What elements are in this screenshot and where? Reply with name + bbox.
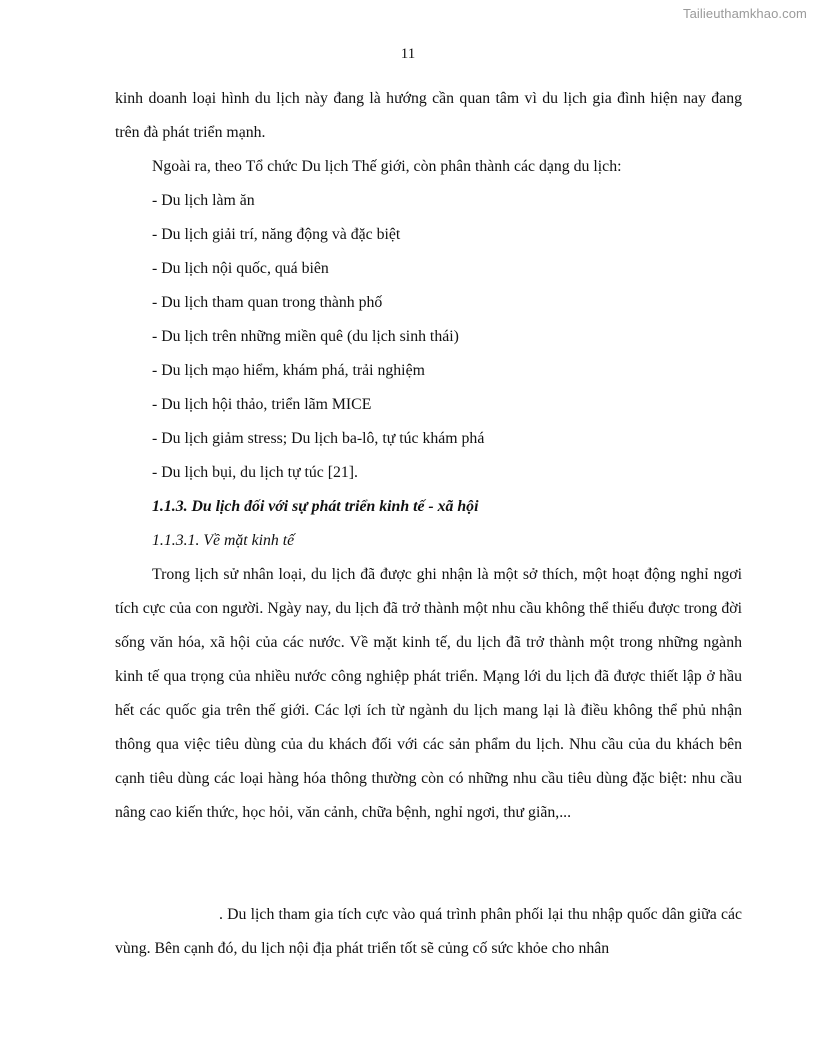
list-item: - Du lịch tham quan trong thành phố [152, 294, 383, 311]
list-item: - Du lịch giải trí, năng động và đặc biệt [152, 226, 401, 243]
list-item: - Du lịch hội thảo, triển lãm MICE [152, 396, 372, 413]
tourism-types-list [115, 184, 742, 490]
watermark: Tailieuthamkhao.com [682, 6, 807, 21]
list-item: - Du lịch mạo hiểm, khám phá, trải nghiệm [152, 362, 425, 379]
list-item: - Du lịch nội quốc, quá biên [152, 260, 329, 277]
section-heading: 1.1.3. Du lịch đối với sự phát triển kinh tế - xã hội [152, 498, 479, 515]
continued-paragraph: . Du lịch tham gia tích cực vào quá trình phân phối lại thu nhập quốc dân giữa các vùng. Bên cạnh đó, du lịch nội địa phát triển tốt sẽ củng cố sức khỏe cho nhân [115, 906, 742, 957]
blank-gap [115, 830, 742, 898]
wto-intro-paragraph: Ngoài ra, theo Tổ chức Du lịch Thế giới, còn phân thành các dạng du lịch: [152, 158, 622, 175]
list-item: - Du lịch giảm stress; Du lịch ba-lô, tự túc khám phá [152, 430, 485, 447]
economic-paragraph: Trong lịch sử nhân loại, du lịch đã được ghi nhận là một sở thích, một hoạt động nghỉ ngơi tích cực của con người. Ngày nay, du lịch đã trở thành một nhu cầu không thể thiếu được trong đời sống văn hóa, xã hội của các nước. Về mặt kinh tế, du lịch đã trở thành một trong những ngành kinh tế qua trọng của nhiều nước công nghiệp phát triển. Mạng lới du lịch đã được thiết lập ở hầu hết các quốc gia trên thế giới. Các lợi ích từ ngành du lịch mang lại là điều không thể phủ nhận thông qua việc tiêu dùng của du khách đối với các sản phẩm du lịch. Nhu cầu của du khách bên cạnh tiêu dùng các loại hàng hóa thông thường còn có những nhu cầu tiêu dùng đặc biệt: nhu cầu nâng cao kiến thức, học hỏi, văn cảnh, chữa bệnh, nghỉ ngơi, thư giãn,... [115, 566, 742, 821]
list-item: - Du lịch bụi, du lịch tự túc [21]. [152, 464, 358, 481]
subsection-heading: 1.1.3.1. Về mặt kinh tế [152, 532, 295, 549]
page-number: 11 [400, 46, 416, 62]
intro-paragraph: kinh doanh loại hình du lịch này đang là hướng cần quan tâm vì du lịch gia đình hiện nay đang trên đà phát triển mạnh. [115, 90, 742, 141]
page-content [115, 82, 742, 966]
list-item: - Du lịch trên những miền quê (du lịch sinh thái) [152, 328, 459, 345]
list-item: - Du lịch làm ăn [152, 192, 255, 209]
